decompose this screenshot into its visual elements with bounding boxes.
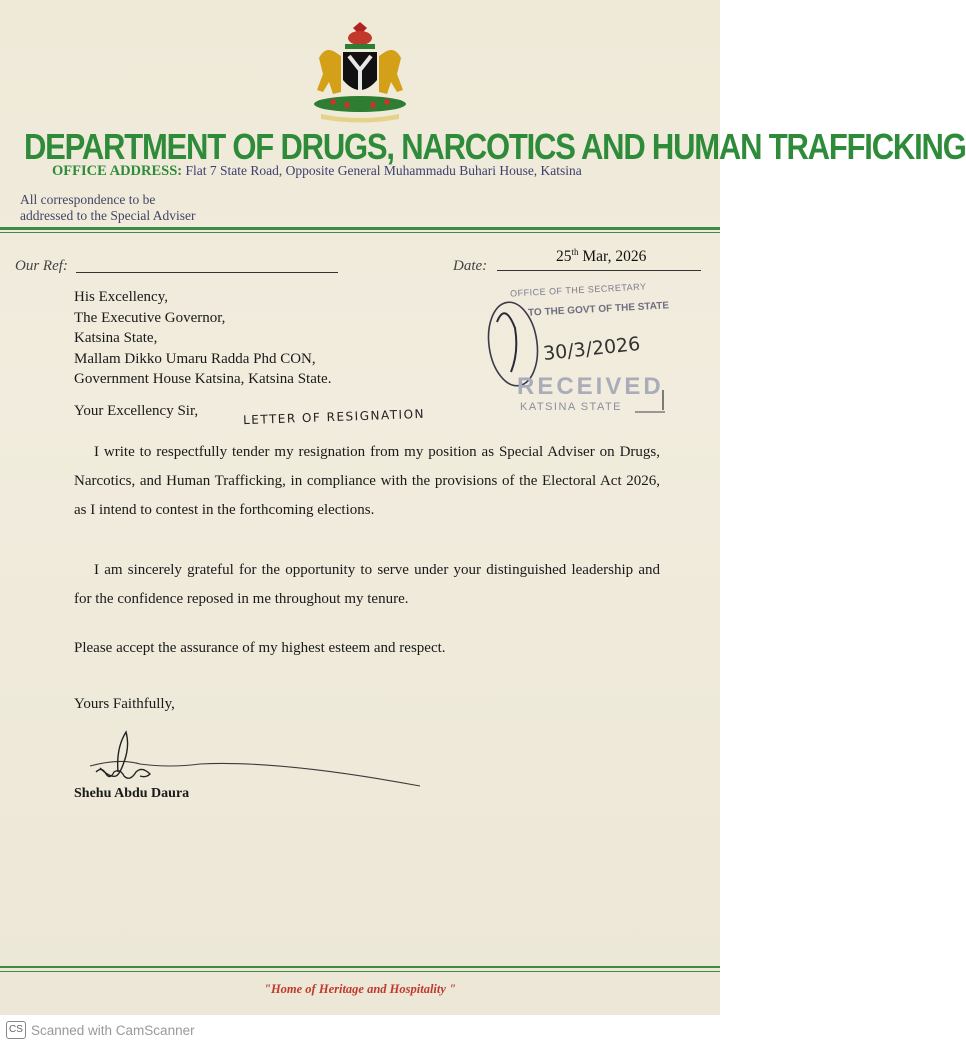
date-suffix: th (571, 247, 579, 257)
recipient-line-5: Government House Katsina, Katsina State. (74, 371, 332, 387)
handwritten-subject: LETTER OF RESIGNATION (242, 406, 426, 428)
header-divider-thin (0, 232, 720, 233)
date-value (556, 247, 646, 266)
recipient-line-1: His Excellency, (74, 289, 168, 305)
footer-divider-thin (0, 971, 720, 972)
office-address-label: OFFICE ADDRESS: (52, 163, 183, 179)
date-label: Date: (453, 258, 488, 274)
correspondence-note (20, 192, 260, 224)
recipient-line-4: Mallam Dikko Umaru Radda Phd CON, (74, 350, 316, 367)
our-ref-label: Our Ref: (15, 258, 68, 274)
footer-divider (0, 966, 720, 968)
recipient-address (74, 287, 331, 390)
coat-of-arms-icon (305, 22, 415, 122)
body-paragraph-3: Please accept the assurance of my highest esteem and respect. (74, 640, 446, 656)
office-address-text: Flat 7 State Road, Opposite General Muhammadu Buhari House, Katsina (185, 163, 582, 178)
date-day: 25 (556, 248, 572, 266)
signature-icon (80, 728, 430, 793)
date-rest: Mar, 2026 (578, 248, 647, 266)
stamp-handwritten-date: 30/3/2026 (542, 332, 642, 366)
stamp-govt-text: TO THE GOVT OF THE STATE (527, 300, 670, 319)
body-paragraph-2: I am sincerely grateful for the opportunity to serve under your distinguished leadership and for the confidence reposed in me throughout my tenure. (74, 562, 660, 607)
department-title: DEPARTMENT OF DRUGS, NARCOTICS AND HUMAN TRAFFICKING (24, 126, 966, 168)
footer-motto: "Home of Heritage and Hospitality " (264, 982, 456, 996)
date-line (497, 270, 701, 271)
recipient-line-2: The Executive Governor, (74, 309, 226, 326)
scanner-watermark (6, 1020, 195, 1040)
camscanner-icon: CS (6, 1021, 26, 1039)
stamp-received-text: RECEIVED (517, 373, 664, 400)
correspondence-line-2: addressed to the Special Adviser (20, 208, 196, 223)
closing: Yours Faithfully, (74, 696, 175, 712)
signatory-name: Shehu Abdu Daura (74, 786, 190, 801)
stamp-office-text: OFFICE OF THE SECRETARY (509, 281, 647, 299)
recipient-line-3: Katsina State, (74, 330, 158, 346)
scanner-text: Scanned with CamScanner (31, 1022, 195, 1038)
header-divider (0, 227, 720, 230)
salutation: Your Excellency Sir, (74, 403, 199, 419)
office-address (52, 163, 582, 180)
our-ref-line (76, 272, 338, 273)
body-paragraph-1: I write to respectfully tender my resignation from my position as Special Adviser on Drugs, Narcotics, and Human Trafficking, in compliance with the provisions of the Electoral Act 2026, as I intend to contest in the forthcoming elections. (74, 444, 660, 518)
correspondence-line-1: All correspondence to be (20, 192, 156, 207)
stamp-state-text: KATSINA STATE (520, 401, 623, 413)
